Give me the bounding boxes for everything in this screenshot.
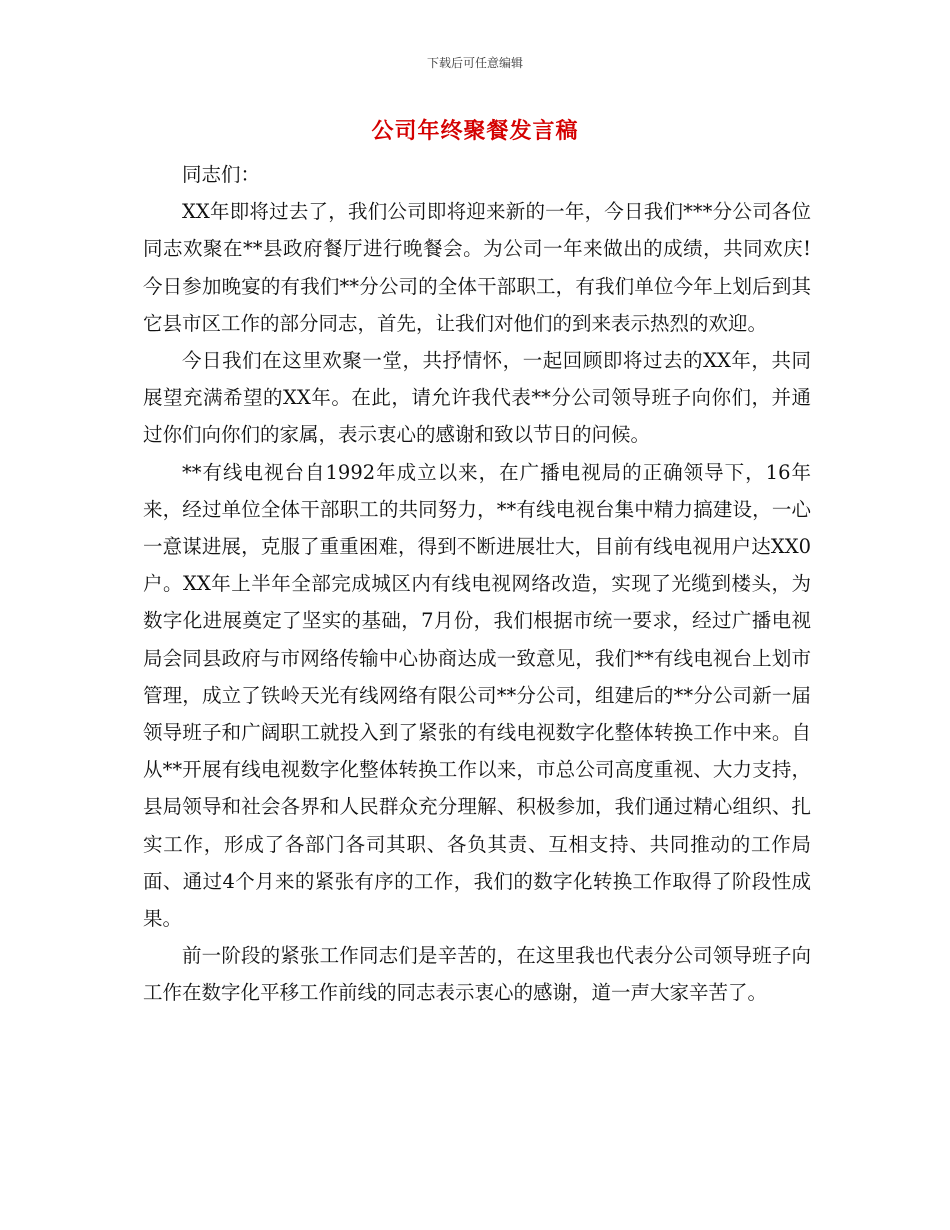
paragraph-1: XX年即将过去了，我们公司即将迎来新的一年，今日我们***分公司各位同志欢聚在**县政府餐厅进行晚餐会。为公司一年来做出的成绩，共同欢庆!今日参加晚宴的有我们**分公司的全体干部职工，有我们单位今年上划后到其它县市区工作的部分同志，首先，让我们对他们的到来表示热烈的欢迎。 — [143, 200, 811, 335]
paragraph-2: 今日我们在这里欢聚一堂，共抒情怀，一起回顾即将过去的XX年，共同展望充满希望的XX年。在此，请允许我代表**分公司领导班子向你们，并通过你们向你们的家属，表示衷心的感谢和致以节日的问候。 — [143, 349, 811, 447]
paragraph-4: 前一阶段的紧张工作同志们是辛苦的，在这里我也代表分公司领导班子向工作在数字化平移工作前线的同志表示衷心的感谢，道一声大家辛苦了。 — [143, 944, 811, 1005]
salutation: 同志们： — [182, 163, 261, 186]
document-title: 公司年终聚餐发言稿 — [371, 119, 579, 144]
paragraph-3: **有线电视台自1992年成立以来，在广播电视局的正确领导下，16年来，经过单位全体干部职工的共同努力，**有线电视台集中精力搞建设，一心一意谋进展，克服了重重困难，得到不断进展壮大，目前有线电视用户达XX0户。XX年上半年全部完成城区内有线电视网络改造，实现了光缆到楼头，为数字化进展奠定了坚实的基础，7月份，我们根据市统一要求，经过广播电视局会同县政府与市网络传输中心协商达成一致意见，我们**有线电视台上划市管理，成立了铁岭天光有线网络有限公司**分公司，组建后的**分公司新一届领导班子和广阔职工就投入到了紧张的有线电视数字化整体转换工作中来。自从**开展有线电视数字化整体转换工作以来，市总公司高度重视、大力支持，县局领导和社会各界和人民群众充分理解、积极参加，我们通过精心组织、扎实工作，形成了各部门各司其职、各负其责、互相支持、共同推动的工作局面、通过4个月来的紧张有序的工作，我们的数字化转换工作取得了阶段性成果。 — [143, 460, 811, 931]
document-body — [143, 156, 811, 1012]
page-header-note: 下载后可任意编辑 — [426, 56, 523, 70]
